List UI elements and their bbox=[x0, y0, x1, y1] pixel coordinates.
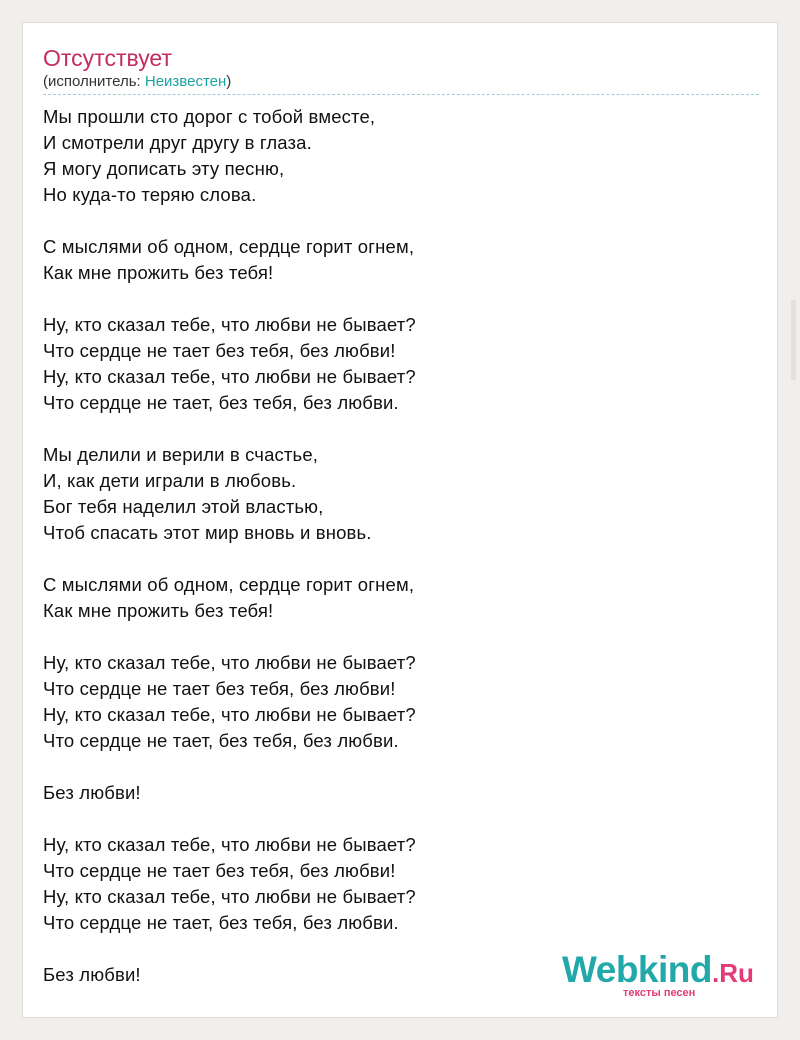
lyrics-line: С мыслями об одном, сердце горит огнем, bbox=[43, 574, 415, 595]
lyrics-line: Что сердце не тает, без тебя, без любви. bbox=[43, 912, 399, 933]
lyrics-line: Ну, кто сказал тебе, что любви не бывает? bbox=[43, 704, 416, 725]
lyrics-line: Ну, кто сказал тебе, что любви не бывает? bbox=[43, 834, 416, 855]
lyrics-line: Ну, кто сказал тебе, что любви не бывает? bbox=[43, 366, 416, 387]
song-title: Отсутствует bbox=[43, 45, 172, 71]
lyrics-line: Бог тебя наделил этой властью, bbox=[43, 496, 324, 517]
logo-main-text: Webkind bbox=[562, 949, 712, 990]
lyrics-line: Что сердце не тает без тебя, без любви! bbox=[43, 860, 396, 881]
lyrics-text bbox=[43, 104, 759, 1014]
site-logo[interactable] bbox=[562, 950, 762, 1000]
lyrics-stanza bbox=[43, 104, 759, 208]
lyrics-line: Мы прошли сто дорог с тобой вместе, bbox=[43, 106, 376, 127]
lyrics-stanza bbox=[43, 650, 759, 754]
lyrics-line: Но куда-то теряю слова. bbox=[43, 184, 257, 205]
lyrics-line: Без любви! bbox=[43, 782, 141, 803]
artist-line bbox=[43, 72, 231, 92]
lyrics-stanza bbox=[43, 234, 759, 286]
lyrics-stanza bbox=[43, 832, 759, 936]
lyrics-line: С мыслями об одном, сердце горит огнем, bbox=[43, 236, 415, 257]
scrollbar-thumb[interactable] bbox=[791, 300, 796, 380]
lyrics-line: Ну, кто сказал тебе, что любви не бывает? bbox=[43, 652, 416, 673]
lyrics-stanza bbox=[43, 312, 759, 416]
lyrics-stanza bbox=[43, 442, 759, 546]
artist-prefix: (исполнитель: bbox=[43, 73, 145, 90]
lyrics-line: И, как дети играли в любовь. bbox=[43, 470, 297, 491]
lyrics-line: Что сердце не тает без тебя, без любви! bbox=[43, 678, 396, 699]
artist-name-link[interactable]: Неизвестен bbox=[144, 73, 227, 90]
lyrics-line: Я могу дописать эту песню, bbox=[43, 158, 285, 179]
lyrics-line: Как мне прожить без тебя! bbox=[43, 262, 274, 283]
lyrics-line: Ну, кто сказал тебе, что любви не бывает? bbox=[43, 314, 416, 335]
lyrics-line: Как мне прожить без тебя! bbox=[43, 600, 274, 621]
lyrics-line: И смотрели друг другу в глаза. bbox=[43, 132, 312, 153]
lyrics-card bbox=[22, 22, 778, 1018]
header-divider bbox=[43, 94, 759, 95]
logo-tagline: тексты песен bbox=[623, 987, 696, 999]
artist-suffix: ) bbox=[226, 73, 232, 90]
lyrics-line: Без любви! bbox=[43, 964, 141, 985]
lyrics-line: Что сердце не тает, без тебя, без любви. bbox=[43, 730, 399, 751]
lyrics-line: Чтоб спасать этот мир вновь и вновь. bbox=[43, 522, 372, 543]
lyrics-stanza bbox=[43, 780, 759, 806]
lyrics-line: Ну, кто сказал тебе, что любви не бывает? bbox=[43, 886, 416, 907]
logo-domain-suffix: .Ru bbox=[712, 958, 754, 988]
lyrics-stanza bbox=[43, 572, 759, 624]
lyrics-line: Что сердце не тает, без тебя, без любви. bbox=[43, 392, 399, 413]
lyrics-line: Мы делили и верили в счастье, bbox=[43, 444, 319, 465]
lyrics-line: Что сердце не тает без тебя, без любви! bbox=[43, 340, 396, 361]
